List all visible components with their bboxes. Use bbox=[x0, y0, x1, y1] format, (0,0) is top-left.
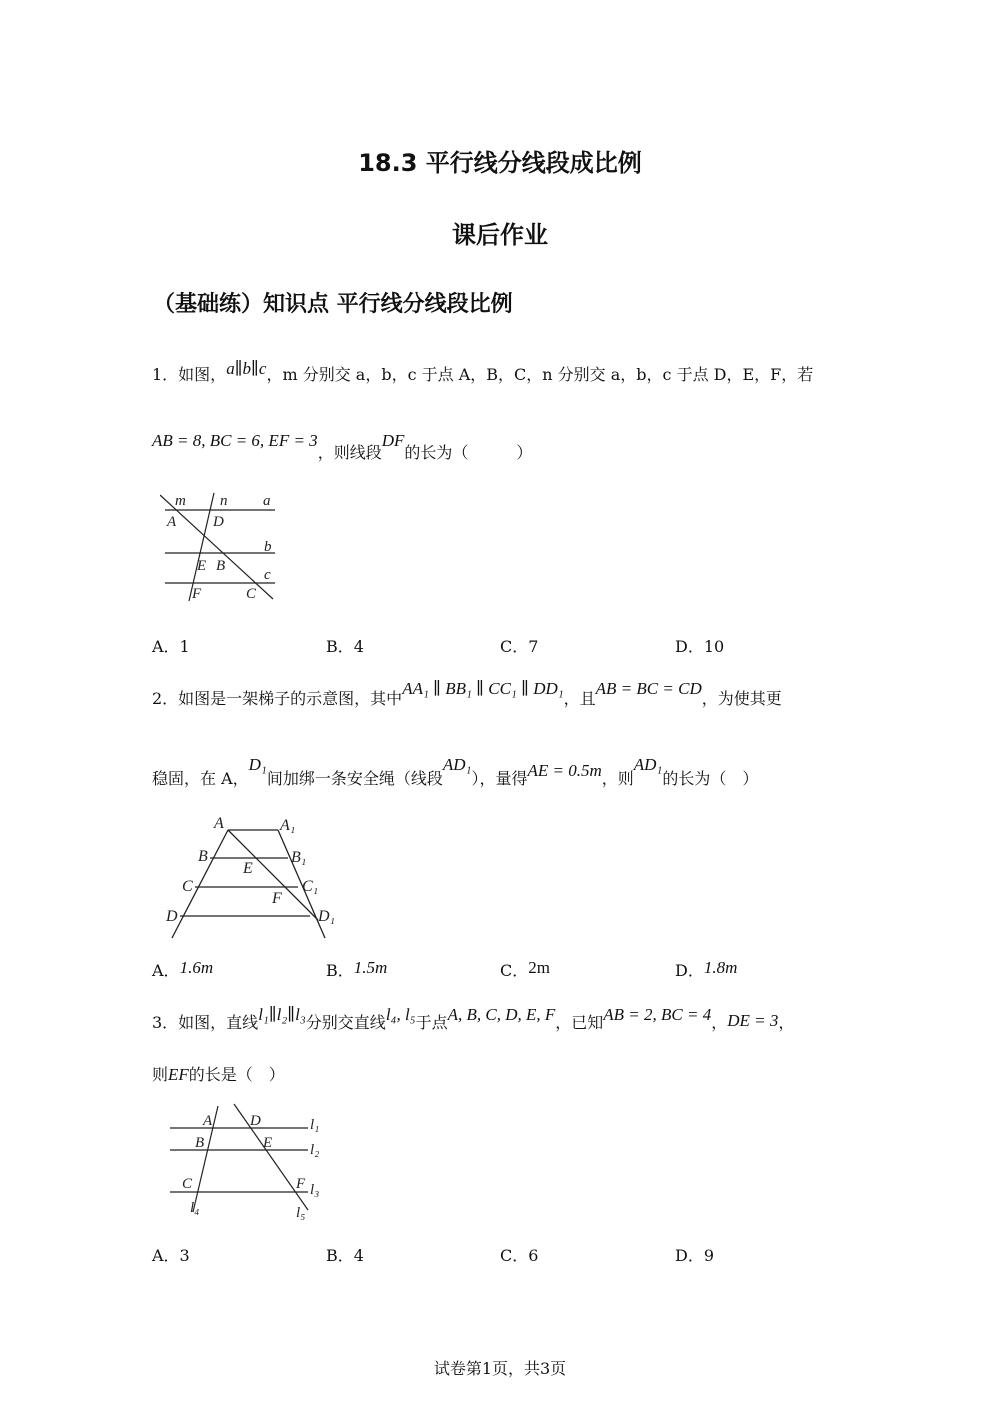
q1-mid: ，则线段 bbox=[317, 443, 382, 462]
q2-fig-B: B bbox=[198, 848, 208, 865]
q1-fig-b: b bbox=[264, 539, 272, 555]
q1-option-b: B．4 bbox=[326, 637, 364, 656]
q2-line2-c: ），量得 bbox=[471, 769, 528, 788]
q1-option-d: D．10 bbox=[675, 637, 725, 656]
section-heading: （基础练）知识点 平行线分线段比例 bbox=[153, 292, 513, 317]
q3-fig-l1: l₁ bbox=[310, 1117, 320, 1133]
q1-fig-a: a bbox=[263, 493, 271, 509]
q2-condition: AA₁ ∥ BB₁ ∥ CC₁ ∥ DD₁ bbox=[402, 679, 564, 698]
q2-prefix: 2．如图是一架梯子的示意图，其中 bbox=[152, 689, 403, 708]
q1-option-a: A．1 bbox=[152, 637, 190, 656]
q2-fig-D: D bbox=[166, 908, 178, 925]
q3-option-c: C．6 bbox=[500, 1246, 539, 1265]
q1-option-c: C．7 bbox=[500, 637, 539, 656]
q2-figure bbox=[160, 810, 340, 945]
q3-figure bbox=[160, 1098, 335, 1228]
q3-mid1: 分别交直线 bbox=[305, 1013, 386, 1032]
q1-prefix: 1．如图， bbox=[152, 365, 227, 384]
q2-and: ，且 bbox=[563, 689, 596, 708]
q2-fig-B1: B₁ bbox=[291, 849, 307, 866]
q1-line2 bbox=[152, 428, 533, 462]
q2-fig-D1: D₁ bbox=[318, 908, 336, 925]
q1-fig-A: A bbox=[167, 514, 177, 530]
q3-line2-b: 的长是（ ） bbox=[188, 1065, 285, 1084]
q1-given: AB = 8, BC = 6, EF = 3 bbox=[152, 431, 318, 450]
q1-fig-B: B bbox=[216, 558, 226, 574]
q3-fig-F: F bbox=[296, 1176, 306, 1192]
q3-end: ， bbox=[778, 1013, 795, 1032]
q2-line2-b: 间加绑一条安全绳（线段 bbox=[266, 769, 443, 788]
q3-fig-l4: l₄ bbox=[190, 1200, 200, 1216]
q3-condition: l₁∥l₂∥l₃ bbox=[258, 1005, 306, 1024]
q3-option-a: A．3 bbox=[152, 1246, 190, 1265]
q2-tail: ，为使其更 bbox=[701, 689, 782, 708]
q2-ad1-b: AD₁ bbox=[633, 755, 663, 774]
q2-ae: AE = 0.5m bbox=[527, 761, 602, 780]
q2-fig-C: C bbox=[182, 878, 193, 895]
q2-line2-e: 的长为（ ） bbox=[662, 769, 759, 788]
q3-fig-A: A bbox=[203, 1113, 213, 1129]
q2-fig-A: A bbox=[214, 815, 224, 832]
q3-option-d: D．9 bbox=[675, 1246, 715, 1265]
q1-end: 的长为（ ） bbox=[404, 443, 533, 462]
q2-option-c: C．2m bbox=[500, 958, 550, 980]
q3-option-b: B．4 bbox=[326, 1246, 364, 1265]
q3-lines: l₄, l₅ bbox=[385, 1005, 416, 1024]
q1-fig-n: n bbox=[220, 493, 228, 509]
page-title: 18.3 平行线分线段成比例 bbox=[358, 149, 642, 177]
q2-fig-A1: A₁ bbox=[280, 817, 296, 834]
q2-line2-d: ，则 bbox=[601, 769, 634, 788]
q3-fig-D: D bbox=[250, 1113, 261, 1129]
page-footer: 试卷第1页，共3页 bbox=[433, 1359, 567, 1378]
q3-prefix: 3．如图，直线 bbox=[152, 1013, 259, 1032]
q2-line1 bbox=[152, 679, 782, 709]
q3-line1 bbox=[152, 1005, 795, 1033]
q3-fig-l5: l₅ bbox=[296, 1205, 306, 1221]
q1-condition: a∥b∥c bbox=[226, 359, 267, 378]
q3-fig-E: E bbox=[263, 1135, 273, 1151]
q1-segment: DF bbox=[381, 431, 405, 450]
q3-mid2: 于点 bbox=[415, 1013, 448, 1032]
page-subtitle: 课后作业 bbox=[452, 221, 548, 249]
q3-fig-l3: l₃ bbox=[310, 1182, 320, 1198]
q3-fig-C: C bbox=[182, 1176, 193, 1192]
q1-fig-m: m bbox=[175, 493, 186, 509]
q2-option-b: B．1.5m bbox=[326, 958, 388, 980]
q2-fig-E: E bbox=[243, 860, 253, 877]
q1-fig-c: c bbox=[264, 567, 271, 583]
q2-ad1: AD₁ bbox=[442, 755, 472, 774]
q1-fig-F: F bbox=[192, 586, 202, 602]
q2-line2-a: 稳固，在 A， bbox=[152, 769, 249, 788]
q1-fig-D: D bbox=[213, 514, 224, 530]
q1-fig-C: C bbox=[246, 586, 257, 602]
q2-option-d: D．1.8m bbox=[675, 958, 738, 980]
q3-line2-a: 则 bbox=[152, 1065, 169, 1084]
q3-given1: AB = 2, BC = 4 bbox=[603, 1005, 712, 1024]
q3-fig-l2: l₂ bbox=[310, 1142, 320, 1158]
q3-ef: EF bbox=[168, 1065, 189, 1084]
q1-figure bbox=[160, 490, 285, 605]
q3-given2: DE = 3 bbox=[727, 1011, 779, 1030]
q3-mid3: ，已知 bbox=[555, 1013, 604, 1032]
q2-option-a: A．1.6m bbox=[152, 958, 214, 980]
q1-fig-E: E bbox=[197, 558, 207, 574]
q2-equation: AB = BC = CD bbox=[595, 679, 702, 698]
q1-text: ，m 分别交 a，b，c 于点 A，B，C，n 分别交 a，b，c 于点 D，E，F，若 bbox=[266, 365, 814, 384]
q2-line2 bbox=[152, 755, 759, 789]
q2-fig-C1: C₁ bbox=[302, 878, 319, 895]
q3-line2 bbox=[152, 1062, 285, 1085]
q3-fig-B: B bbox=[195, 1135, 205, 1151]
q2-d1: D₁ bbox=[248, 755, 267, 774]
q1-line1 bbox=[152, 359, 814, 385]
q2-fig-F: F bbox=[272, 890, 282, 907]
q3-points: A, B, C, D, E, F bbox=[447, 1005, 556, 1024]
q3-comma: ， bbox=[711, 1013, 728, 1032]
